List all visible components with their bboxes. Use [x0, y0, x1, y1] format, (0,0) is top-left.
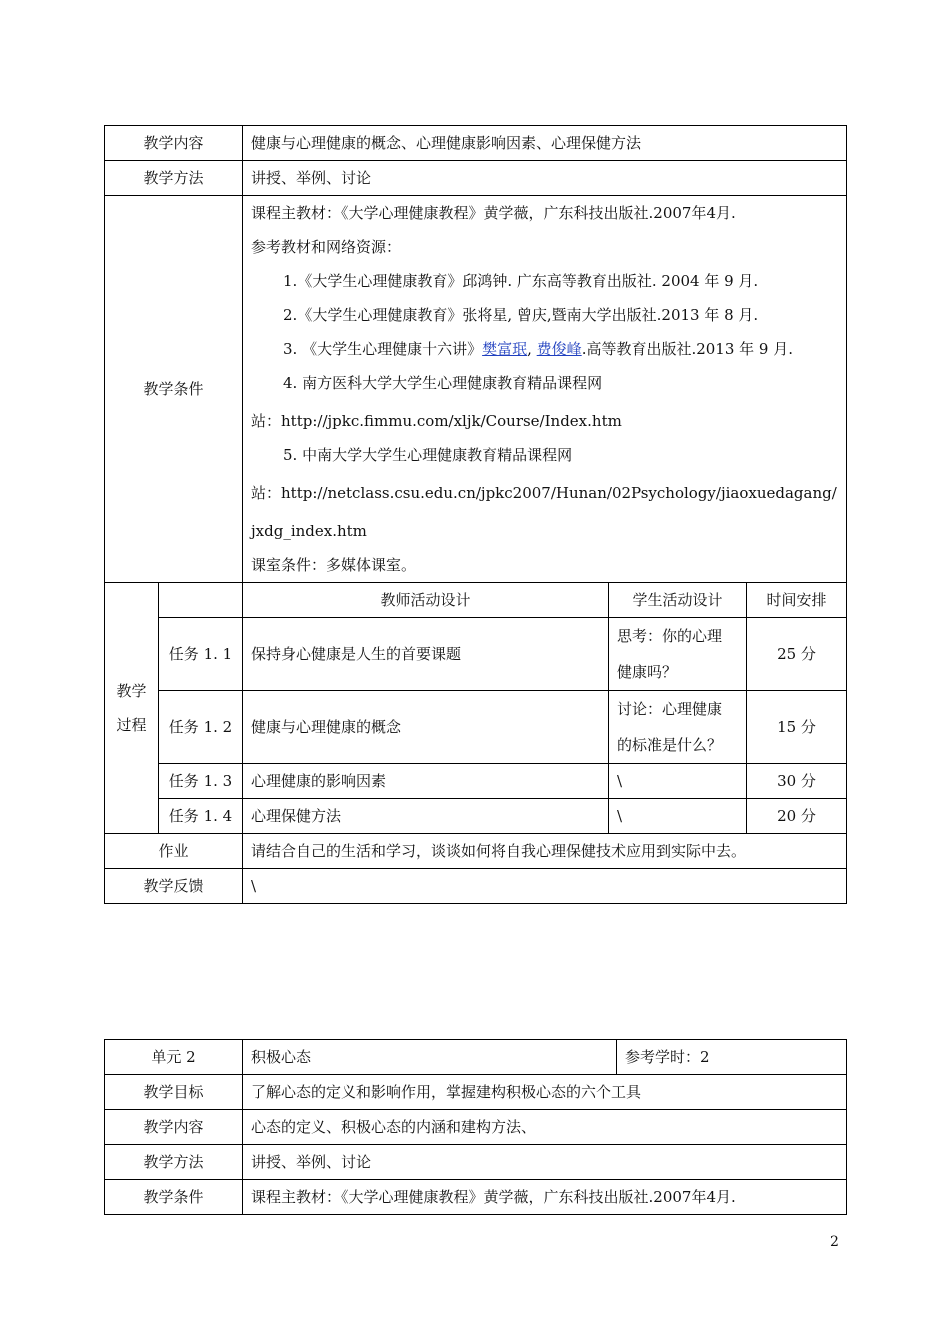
conditions-label: 教学条件	[105, 196, 243, 583]
task-teacher: 保持身心健康是人生的首要课题	[243, 618, 609, 691]
page-number: 2	[830, 1234, 839, 1250]
ref3-suffix: .高等教育出版社.2013 年 9 月.	[581, 340, 794, 358]
task-time: 30 分	[747, 764, 847, 799]
method-label: 教学方法	[105, 1145, 243, 1180]
header-student: 学生活动设计	[609, 583, 747, 618]
unit-hours: 参考学时：2	[617, 1040, 847, 1075]
ref-item-5-url-cont: jxdg_index.htm	[251, 522, 367, 540]
ref3-prefix: 3. 《大学生心理健康十六讲》	[283, 340, 483, 358]
task-time: 15 分	[747, 691, 847, 764]
method-label: 教学方法	[105, 161, 243, 196]
ref3-sep: ,	[527, 340, 537, 358]
content-label: 教学内容	[105, 1110, 243, 1145]
task-name: 任务 1. 1	[159, 618, 243, 691]
content-label: 教学内容	[105, 126, 243, 161]
task-student: \	[609, 764, 747, 799]
task-time: 20 分	[747, 799, 847, 834]
conditions-label: 教学条件	[105, 1180, 243, 1215]
task-student-line1: 讨论：心理健康	[617, 700, 723, 718]
ref-item-3	[251, 332, 838, 366]
course-table-unit2	[104, 1039, 847, 1215]
homework-value: 请结合自己的生活和学习，谈谈如何将自我心理保健技术应用到实际中去。	[243, 834, 847, 869]
content-value: 健康与心理健康的概念、心理健康影响因素、心理保健方法	[243, 126, 847, 161]
task-time: 25 分	[747, 618, 847, 691]
task-student-line1: 思考：你的心理	[617, 627, 723, 645]
unit-value: 积极心态	[243, 1040, 617, 1075]
content-value: 心态的定义、积极心态的内涵和建构方法、	[243, 1110, 847, 1145]
homework-label: 作业	[105, 834, 243, 869]
ref-item-5: 5. 中南大学大学生心理健康教育精品课程网	[283, 446, 573, 464]
header-time: 时间安排	[747, 583, 847, 618]
task-teacher: 心理健康的影响因素	[243, 764, 609, 799]
process-header-blank	[159, 583, 243, 618]
method-value: 讲授、举例、讨论	[243, 1145, 847, 1180]
task-teacher: 健康与心理健康的概念	[243, 691, 609, 764]
conditions-value: 课程主教材：《大学心理健康教程》黄学薇，广东科技出版社.2007年4月.	[243, 1180, 847, 1215]
goal-value: 了解心态的定义和影响作用，掌握建构积极心态的六个工具	[243, 1075, 847, 1110]
method-value: 讲授、举例、讨论	[243, 161, 847, 196]
task-name: 任务 1. 3	[159, 764, 243, 799]
goal-label: 教学目标	[105, 1075, 243, 1110]
ref-heading: 参考教材和网络资源：	[251, 238, 402, 256]
conditions-cell	[243, 196, 847, 583]
task-student-line2: 健康吗？	[617, 663, 678, 681]
feedback-label: 教学反馈	[105, 869, 243, 904]
author-link-fei[interactable]: 费俊峰	[536, 340, 582, 358]
process-label	[105, 583, 159, 834]
header-teacher: 教师活动设计	[243, 583, 609, 618]
task-student	[609, 691, 747, 764]
feedback-value: \	[243, 869, 847, 904]
ref-item-4: 4. 南方医科大学大学生心理健康教育精品课程网	[283, 374, 603, 392]
classroom-condition: 课室条件：多媒体课室。	[251, 556, 417, 574]
task-name: 任务 1. 4	[159, 799, 243, 834]
ref-item-2: 2.《大学生心理健康教育》张将星, 曾庆,暨南大学出版社.2013 年 8 月.	[283, 306, 759, 324]
main-textbook: 课程主教材：《大学心理健康教程》黄学薇，广东科技出版社.2007年4月.	[251, 204, 736, 222]
process-label-line2: 过程	[116, 716, 147, 734]
task-student	[609, 618, 747, 691]
task-name: 任务 1. 2	[159, 691, 243, 764]
task-student-line2: 的标准是什么？	[617, 736, 723, 754]
unit-label: 单元 2	[105, 1040, 243, 1075]
course-table-unit1	[104, 125, 847, 904]
ref-item-5-url: 站：http://netclass.csu.edu.cn/jpkc2007/Hunan/02Psychology/jiaoxuedagang/	[251, 484, 837, 502]
task-student: \	[609, 799, 747, 834]
ref-item-1: 1.《大学生心理健康教育》邱鸿钟. 广东高等教育出版社. 2004 年 9 月.	[283, 272, 759, 290]
ref-item-4-url: 站：http://jpkc.fimmu.com/xljk/Course/Index.htm	[251, 412, 622, 430]
task-teacher: 心理保健方法	[243, 799, 609, 834]
process-label-line1: 教学	[116, 682, 147, 700]
author-link-fan[interactable]: 樊富珉	[482, 340, 528, 358]
